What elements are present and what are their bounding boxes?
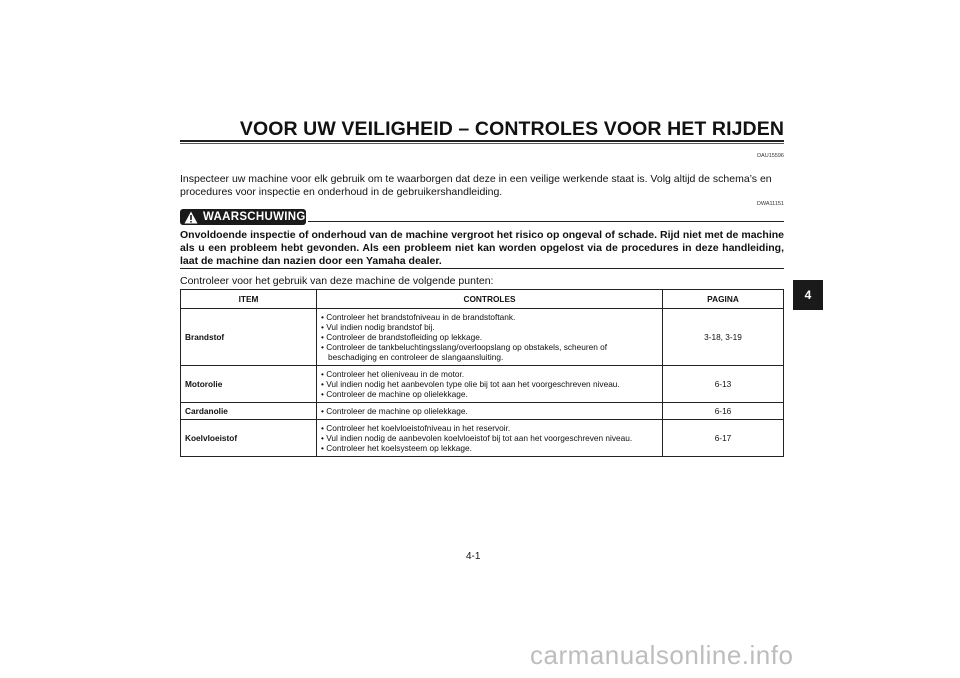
table-row <box>181 366 784 403</box>
control-bullet: • Controleer het brandstofniveau in de brandstoftank. <box>321 312 516 322</box>
row-item: Koelvloeistof <box>181 420 317 457</box>
control-bullet: • Controleer de brandstofleiding op lekkage. <box>321 332 483 342</box>
table-header-row <box>181 290 784 309</box>
intro-paragraph: Inspecteer uw machine voor elk gebruik om te waarborgen dat deze in een veilige werkende staat is. Volg altijd de schema’s en procedures voor inspectie en onderhoud in de gebruikershandleiding. <box>180 173 772 198</box>
row-controls <box>317 366 663 403</box>
row-page: 3-18, 3-19 <box>663 309 784 366</box>
control-bullet: • Vul indien nodig brandstof bij. <box>321 322 435 332</box>
table-row <box>181 309 784 366</box>
column-header-item: ITEM <box>181 290 317 309</box>
row-page: 6-17 <box>663 420 784 457</box>
page-number: 4-1 <box>466 551 481 562</box>
control-bullet: • Controleer de machine op olielekkage. <box>321 389 468 399</box>
control-bullet: • Controleer het koelsysteem op lekkage. <box>321 443 472 453</box>
title-rule <box>180 140 784 142</box>
control-bullet: • Controleer de machine op olielekkage. <box>321 406 468 416</box>
control-bullet: • Controleer de tankbeluchtingsslang/overloopslang op obstakels, scheuren of beschadiging en controleer de slangaansluiting. <box>321 342 608 362</box>
table-row <box>181 420 784 457</box>
row-item: Brandstof <box>181 309 317 366</box>
warning-code: DWA11151 <box>756 201 784 207</box>
warning-rule-top <box>308 221 784 222</box>
control-bullet: • Controleer het koelvloeistofniveau in het reservoir. <box>321 423 511 433</box>
column-header-controls: CONTROLES <box>317 290 663 309</box>
row-item: Cardanolie <box>181 403 317 420</box>
checks-table <box>180 289 784 457</box>
row-page: 6-13 <box>663 366 784 403</box>
table-lead-text: Controleer voor het gebruik van deze machine de volgende punten: <box>180 275 494 287</box>
control-bullet: • Vul indien nodig de aanbevolen koelvloeistof bij tot aan het voorgeschreven niveau. <box>321 433 633 443</box>
column-header-page: PAGINA <box>663 290 784 309</box>
control-bullet: • Vul indien nodig het aanbevolen type olie bij tot aan het voorgeschreven niveau. <box>321 379 620 389</box>
title-rule-thin <box>180 143 784 144</box>
table-row <box>181 403 784 420</box>
row-controls <box>317 420 663 457</box>
section-code: DAU15596 <box>757 153 784 159</box>
row-controls <box>317 309 663 366</box>
watermark: carmanualsonline.info <box>530 640 794 670</box>
page-title: VOOR UW VEILIGHEID – CONTROLES VOOR HET RIJDEN <box>239 118 784 140</box>
warning-badge <box>180 209 306 225</box>
row-page: 6-16 <box>663 403 784 420</box>
row-controls <box>317 403 663 420</box>
warning-triangle-icon <box>184 211 198 224</box>
chapter-tab: 4 <box>793 280 823 310</box>
row-item: Motorolie <box>181 366 317 403</box>
control-bullet: • Controleer het olieniveau in de motor. <box>321 369 465 379</box>
warning-text: Onvoldoende inspectie of onderhoud van de machine vergroot het risico op ongeval of schade. Rijd niet met de machine als u een probleem hebt gevonden. Als een probleem niet kan worden opgelost via de procedures in deze handleiding, laat de machine dan nazien door een Yamaha dealer. <box>180 229 784 267</box>
warning-rule-bottom <box>180 268 784 269</box>
warning-label: WAARSCHUWING <box>203 211 306 223</box>
